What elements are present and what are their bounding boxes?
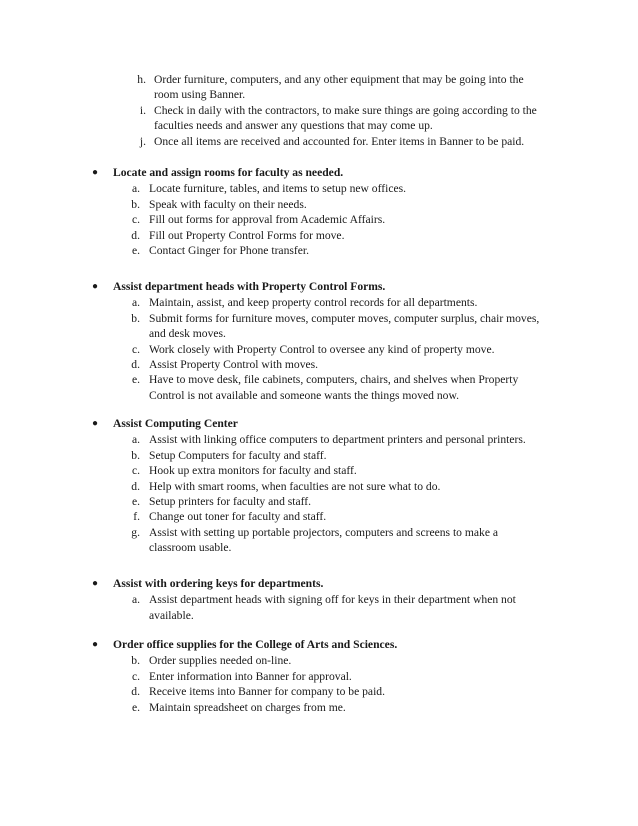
bullet-icon: ● xyxy=(92,167,99,178)
bullet-icon: ● xyxy=(92,578,99,589)
list-item-text: Submit forms for furniture moves, computer moves, computer surplus, chair moves, xyxy=(149,311,540,325)
list-item-text: Check in daily with the contractors, to make sure things are going according to the xyxy=(154,103,537,117)
list-item-text: Hook up extra monitors for faculty and staff. xyxy=(149,464,357,478)
list-item-text: Contact Ginger for Phone transfer. xyxy=(149,244,310,257)
section-heading: Locate and assign rooms for faculty as needed. xyxy=(113,166,344,179)
list-item-marker: a. xyxy=(131,433,140,447)
list-item-text: Order supplies needed on-line. xyxy=(149,654,292,668)
section-heading: Order office supplies for the College of Arts and Sciences. xyxy=(113,638,398,651)
list-item-marker: b. xyxy=(131,197,140,211)
list-item-marker: a. xyxy=(131,296,140,310)
list-item-marker: c. xyxy=(131,342,140,356)
list-item-marker: e. xyxy=(131,244,140,257)
list-item-text: Maintain spreadsheet on charges from me. xyxy=(149,700,346,714)
list-item-text: Setup printers for faculty and staff. xyxy=(149,495,312,508)
section-heading: Assist department heads with Property Control Forms. xyxy=(113,280,386,293)
bullet-icon: ● xyxy=(92,418,99,429)
section-heading: Assist Computing Center xyxy=(113,417,238,430)
list-item-text: Change out toner for faculty and staff. xyxy=(149,510,327,524)
list-item-text: Receive items into Banner for company to be paid. xyxy=(149,685,385,699)
list-item-marker: c. xyxy=(131,464,140,478)
list-item-text: Assist with setting up portable projectors, computers and screens to make a xyxy=(149,525,499,539)
list-item-text: Fill out Property Control Forms for move. xyxy=(149,228,345,242)
list-item-marker: c. xyxy=(131,669,140,683)
list-item-text: Setup Computers for faculty and staff. xyxy=(149,448,327,462)
list-item-marker: e. xyxy=(131,700,140,714)
list-item-marker: h. xyxy=(137,73,146,86)
list-item-text: faculties needs and answer any questions that may come up. xyxy=(154,119,433,133)
list-item-marker: e. xyxy=(131,373,140,387)
list-item-text: Assist department heads with signing off for keys in their department when not xyxy=(149,593,516,607)
bullet-icon: ● xyxy=(92,639,99,650)
list-item-marker: b. xyxy=(131,448,140,462)
bullet-icon: ● xyxy=(92,281,99,292)
list-item-marker: b. xyxy=(131,654,140,668)
list-item-text: Locate furniture, tables, and items to setup new offices. xyxy=(149,182,407,196)
list-item-text: Maintain, assist, and keep property control records for all departments. xyxy=(149,296,478,310)
list-item-text: Enter information into Banner for approval. xyxy=(149,669,352,683)
list-item-marker: b. xyxy=(131,311,140,325)
list-item-text: available. xyxy=(149,608,194,622)
list-item-text: and desk moves. xyxy=(149,327,226,341)
list-item-text: Once all items are received and accounted for. Enter items in Banner to be paid. xyxy=(154,134,525,148)
list-item-marker: d. xyxy=(131,685,140,699)
section-heading: Assist with ordering keys for departments. xyxy=(113,577,324,590)
list-item-text: Work closely with Property Control to oversee any kind of property move. xyxy=(149,342,495,356)
list-item-text: room using Banner. xyxy=(154,88,246,102)
list-item-text: classroom usable. xyxy=(149,541,232,555)
list-item-marker: a. xyxy=(131,182,140,196)
list-item-marker: d. xyxy=(131,358,140,371)
list-item-text: Assist with linking office computers to department printers and personal printers. xyxy=(149,433,526,447)
list-item-text: Have to move desk, file cabinets, computers, chairs, and shelves when Property xyxy=(149,373,519,387)
list-item-text: Help with smart rooms, when faculties are not sure what to do. xyxy=(149,479,441,493)
list-item-text: Assist Property Control with moves. xyxy=(149,358,319,371)
list-item-text: Control is not available and someone wants the things moved now. xyxy=(149,388,459,402)
list-item-marker: g. xyxy=(131,525,140,539)
list-item-text: Fill out forms for approval from Academic Affairs. xyxy=(149,213,386,227)
list-item-marker: d. xyxy=(131,479,140,493)
list-item-marker: f. xyxy=(133,510,140,524)
list-item-marker: c. xyxy=(131,213,140,227)
list-item-text: Order furniture, computers, and any other equipment that may be going into the xyxy=(154,73,524,86)
list-item-marker: a. xyxy=(131,593,140,607)
list-item-marker: j. xyxy=(139,134,146,148)
list-item-text: Speak with faculty on their needs. xyxy=(149,197,307,211)
list-item-marker: d. xyxy=(131,228,140,242)
list-item-marker: e. xyxy=(131,495,140,508)
list-item-marker: i. xyxy=(139,103,146,117)
